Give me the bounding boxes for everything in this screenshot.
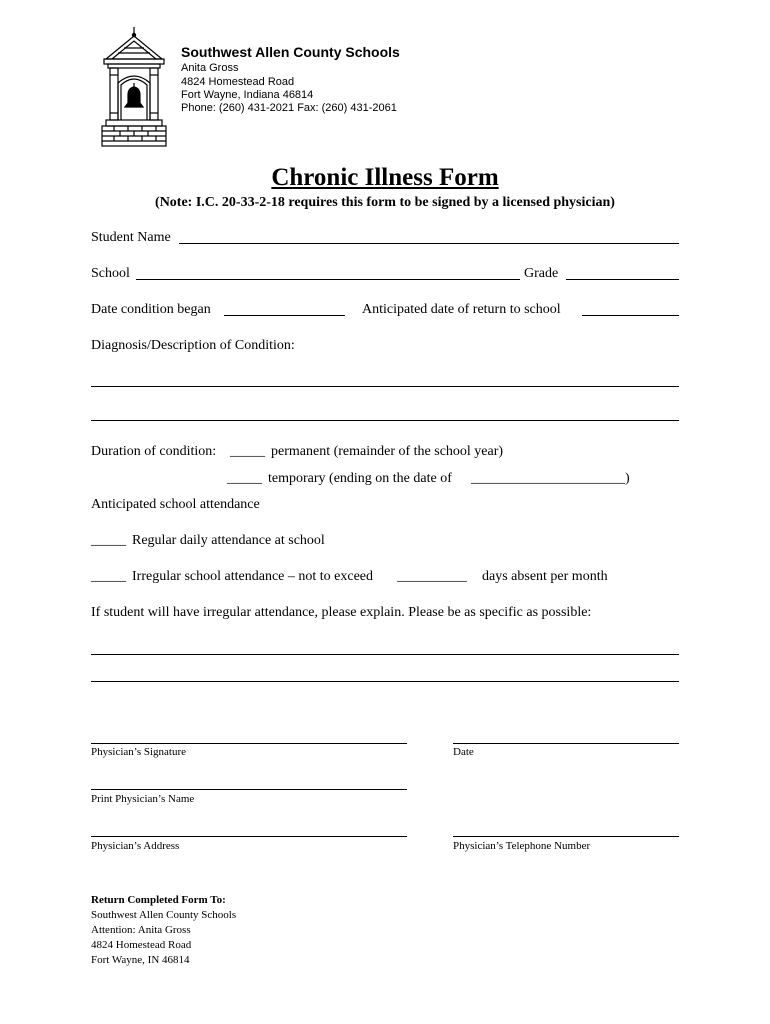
diagnosis-label: Diagnosis/Description of Condition: [91, 338, 295, 353]
student-name-field[interactable] [179, 243, 679, 244]
return-line-2: Attention: Anita Gross [91, 924, 191, 936]
physician-telephone-label: Physician’s Telephone Number [453, 840, 591, 852]
days-absent-field[interactable]: __________ [397, 569, 467, 584]
school-label: School [91, 266, 130, 281]
student-name-label: Student Name [91, 230, 171, 245]
physician-name-label: Print Physician’s Name [91, 793, 195, 805]
bell-tower-logo [98, 25, 170, 149]
address-line-2: Fort Wayne, Indiana 46814 [181, 89, 314, 101]
regular-attendance-label: Regular daily attendance at school [132, 533, 325, 548]
diagnosis-line-2[interactable] [91, 420, 679, 421]
physician-name-field[interactable] [91, 789, 407, 790]
grade-field[interactable] [566, 279, 679, 280]
school-field[interactable] [136, 279, 520, 280]
date-condition-began-field[interactable] [224, 315, 345, 316]
physician-address-label: Physician’s Address [91, 840, 180, 852]
permanent-blank[interactable]: _____ [230, 444, 265, 459]
return-heading: Return Completed Form To: [91, 894, 226, 906]
date-condition-began-label: Date condition began [91, 302, 211, 317]
address-line-1: 4824 Homestead Road [181, 76, 295, 88]
contact-name: Anita Gross [181, 62, 239, 74]
permanent-option-label: permanent (remainder of the school year) [271, 444, 504, 459]
physician-signature-field[interactable] [91, 743, 407, 744]
return-line-4: Fort Wayne, IN 46814 [91, 954, 190, 966]
return-line-1: Southwest Allen County Schools [91, 909, 237, 921]
return-line-3: 4824 Homestead Road [91, 939, 192, 951]
physician-telephone-field[interactable] [453, 836, 679, 837]
form-title: Chronic Illness Form [271, 164, 499, 191]
phone-fax: Phone: (260) 431-2021 Fax: (260) 431-2061 [181, 102, 397, 114]
temporary-option-label: temporary (ending on the date of [268, 471, 452, 486]
attendance-heading: Anticipated school attendance [91, 497, 260, 512]
explain-line-2[interactable] [91, 681, 679, 682]
regular-attendance-blank[interactable]: _____ [91, 533, 126, 548]
anticipated-return-field[interactable] [582, 315, 679, 316]
temporary-end-date-field[interactable]: ______________________) [471, 471, 630, 486]
signature-date-label: Date [453, 746, 474, 758]
physician-address-field[interactable] [91, 836, 407, 837]
diagnosis-line-1[interactable] [91, 386, 679, 387]
irregular-attendance-blank[interactable]: _____ [91, 569, 126, 584]
days-absent-label: days absent per month [482, 569, 608, 584]
temporary-blank[interactable]: _____ [227, 471, 262, 486]
org-name: Southwest Allen County Schools [181, 44, 400, 60]
explain-line-1[interactable] [91, 654, 679, 655]
duration-label: Duration of condition: [91, 444, 217, 459]
physician-signature-label: Physician’s Signature [91, 746, 187, 758]
grade-label: Grade [524, 266, 559, 281]
anticipated-return-label: Anticipated date of return to school [362, 302, 561, 317]
irregular-attendance-label: Irregular school attendance – not to exceed [132, 569, 374, 584]
signature-date-field[interactable] [453, 743, 679, 744]
signature-note: (Note: I.C. 20-33-2-18 requires this form to be signed by a licensed physician) [155, 195, 615, 210]
explain-label: If student will have irregular attendance, please explain. Please be as specific as possible: [91, 605, 592, 620]
